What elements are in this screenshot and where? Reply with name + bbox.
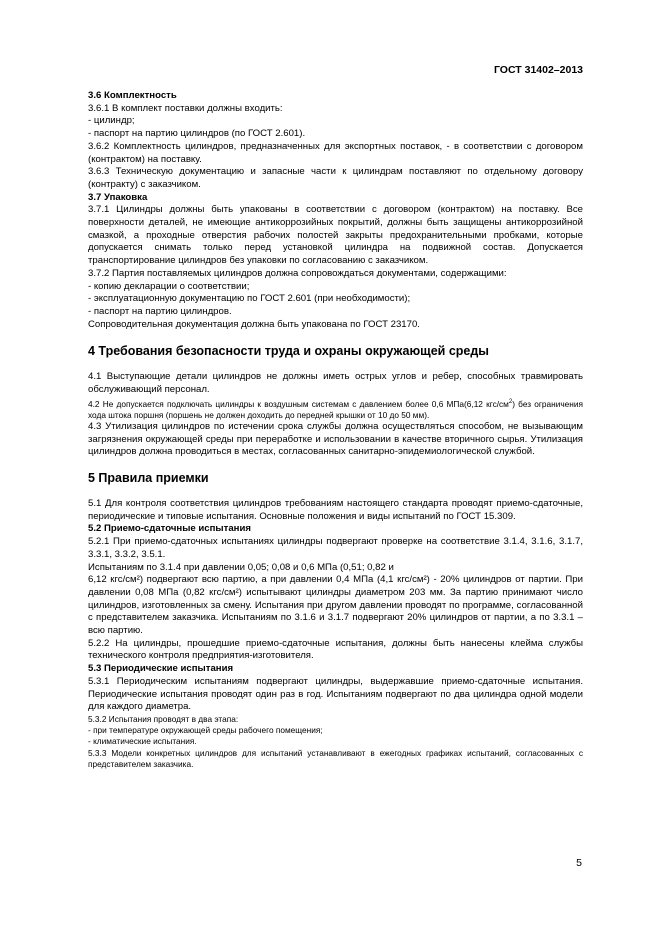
list-item: - климатические испытания. <box>88 736 197 747</box>
para-5-3-3: 5.3.3 Модели конкретных цилиндров для испытаний устанавливают в ежегодных графиках испытаний, согласованных с представителем заказчика. <box>88 747 583 769</box>
para-3-7-3: Сопроводительная документация должна быть упакована по ГОСТ 23170. <box>88 318 420 330</box>
para-4-2 <box>88 397 583 421</box>
page-content <box>88 90 583 770</box>
para-5-2-2: 5.2.2 На цилиндры, прошедшие приемо-сдаточные испытания, должны быть нанесены клейма службы технического контроля предприятия-изготовителя. <box>88 637 583 662</box>
list-item: - паспорт на партию цилиндров (по ГОСТ 2.601). <box>88 128 306 140</box>
para-4-1: 4.1 Выступающие детали цилиндров не должны иметь острых углов и ребер, способных травмировать обслуживающий персонал. <box>88 371 583 396</box>
section-4-heading: 4 Требования безопасности труда и охраны окружающей среды <box>88 344 489 359</box>
list-item: - эксплуатационную документацию по ГОСТ 2.601 (при необходимости); <box>88 293 411 305</box>
list-item: - паспорт на партию цилиндров. <box>88 305 232 317</box>
section-5-3-title: 5.3 Периодические испытания <box>88 663 234 675</box>
para-3-6-1: 3.6.1 В комплект поставки должны входить: <box>88 102 283 114</box>
page-number: 5 <box>576 857 582 869</box>
para-5-2-1: 5.2.1 При приемо-сдаточных испытаниях цилиндры подвергают проверке на соответствие 3.1.4, 3.1.6, 3.1.7, 3.3.1, 3.3.2, 3.5.1. <box>88 536 583 560</box>
para-4-2-text-a: 4.2 Не допускается подключать цилиндры к воздушным системам с давлением более 0,6 МПа(6,12 кгс/см <box>88 398 509 409</box>
document-code: ГОСТ 31402–2013 <box>493 64 583 76</box>
para-3-6-2: 3.6.2 Комплектность цилиндров, предназначенных для экспортных поставок, - в соответствии с договором (контрактом) на поставку. <box>88 140 583 165</box>
list-item: - при температуре окружающей среды рабочего помещения; <box>88 725 323 736</box>
para-5-1: 5.1 Для контроля соответствия цилиндров требованиям настоящего стандарта проводят приемо-сдаточные, периодические и типовые испытания. Основные положения и виды испытаний по ГОСТ 15.309. <box>88 498 583 522</box>
list-item: - копию декларации о соответствии; <box>88 280 250 292</box>
para-3-6-3: 3.6.3 Техническую документацию и запасные части к цилиндрам поставляют по отдельному договору (контракту) с заказчиком. <box>88 166 583 190</box>
para-5-3-2: 5.3.2 Испытания проводят в два этапа: <box>88 714 239 724</box>
section-3-7-title: 3.7 Упаковка <box>88 191 148 203</box>
section-5-heading: 5 Правила приемки <box>88 471 209 486</box>
superscript-2: 2 <box>508 398 513 405</box>
section-5-2-title: 5.2 Приемо-сдаточные испытания <box>88 523 251 535</box>
section-3-6-title: 3.6 Комплектность <box>88 90 177 101</box>
para-3-7-2: 3.7.2 Партия поставляемых цилиндров должна сопровождаться документами, содержащими: <box>88 267 507 279</box>
para-5-2-1-cont: 6,12 кгс/см²) подвергают всю партию, а при давлении 0,4 МПа (4,1 кгс/см²) - 20% цилиндров от партии. При давлении 0,08 МПа (0,82 кгс/см²) испытывают цилиндры диаметром 203 мм. За партию принимают число цилиндров, изготовленных за смену. Испытания при другом давлении проводят по программе, согласованной с представителем заказчика. Испытаниям по 3.1.6 и 3.1.7 подвергают 20% цилиндров от партии, а по 3.3.1 – всю партию. <box>88 574 583 637</box>
para-5-2-1-tests: Испытаниям по 3.1.4 при давлении 0,05; 0,08 и 0,6 МПа (0,51; 0,82 и <box>88 561 394 573</box>
para-5-3-1: 5.3.1 Периодическим испытаниям подвергают цилиндры, выдержавшие приемо-сдаточные испытания. Периодические испытания проводят один раз в год. Испытаниям подвергают по два цилиндра одной модели для каждого диаметра. <box>88 675 583 713</box>
para-3-7-1: 3.7.1 Цилиндры должны быть упакованы в соответствии с договором (контрактом) на поставку. Все поверхности деталей, не имеющие антикоррозийных покрытий, должны быть защищены антикоррозийной смазкой, а проходные отверстия рабочих полостей закрыты предохранительными пробками, которые допускается снимать только перед установкой цилиндра на подвижной состав. Допускается транспортирование цилиндров без упаковки по согласованию с заказчиком. <box>88 204 583 267</box>
para-4-3: 4.3 Утилизация цилиндров по истечении срока службы должна осуществляться способом, не вызывающим загрязнения окружающей среды при переработке и использовании в качестве вторичного сырья. Утилизация цилиндров должна проводиться в местах, согласованных санитарно-эпидемиологической службой. <box>88 420 583 458</box>
para-4-2-text-b: ) без ограничения хода штока поршня (поршень не должен доходить до передней крышки от 10 до 50 мм). <box>88 398 583 420</box>
list-item: - цилиндр; <box>88 115 135 127</box>
